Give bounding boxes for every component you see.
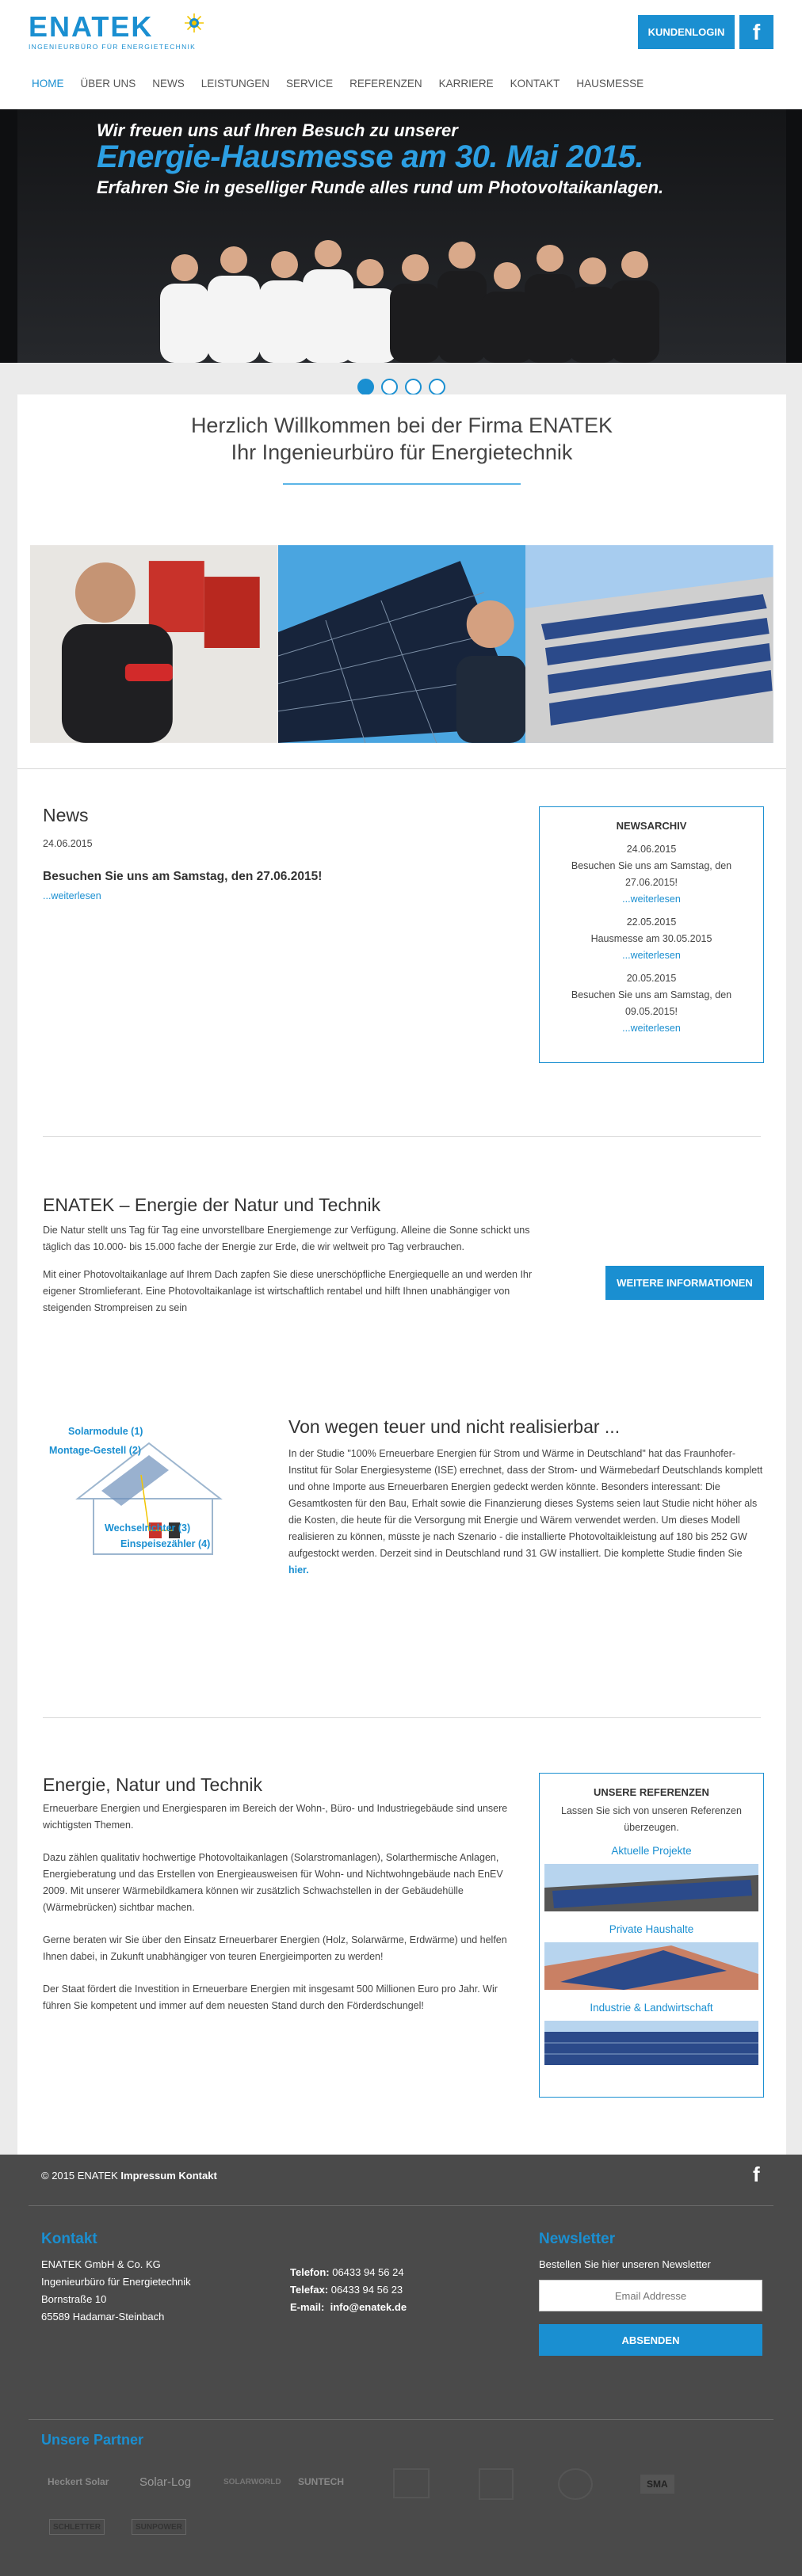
hero-slider[interactable] [0, 109, 802, 363]
news-section [43, 805, 322, 905]
image-panels [30, 545, 773, 743]
diagram-label: Solarmodule (1) [68, 1426, 143, 1437]
referenzen-intro: Lassen Sie sich von unseren Referenzen überzeugen. [561, 1805, 742, 1833]
fax: 06433 94 56 23 [330, 2284, 403, 2296]
main-content [17, 394, 786, 1364]
footer-contact [41, 2231, 191, 2326]
archive-item: 24.06.2015 Besuchen Sie uns am Samstag, den 27.06.2015! ...weiterlesen [571, 844, 732, 905]
main-content-lower [17, 1364, 786, 2155]
news-headline[interactable]: Besuchen Sie uns am Samstag, den 27.06.2015! [43, 870, 323, 883]
diagram-label: Montage-Gestell (2) [49, 1445, 141, 1456]
partner-logo[interactable]: SOLARWORLD [223, 2477, 281, 2486]
nav-kontakt[interactable]: KONTAKT [510, 78, 560, 90]
newsarchiv-box [539, 806, 764, 1063]
energy-section [43, 1195, 534, 1317]
site-header [0, 0, 802, 109]
footer-facebook-icon[interactable]: f [753, 2163, 760, 2186]
archive-item: 20.05.2015 Besuchen Sie uns am Samstag, den 09.05.2015! ...weiterlesen [571, 973, 732, 1034]
partner-logo[interactable]: Solar-Log [139, 2475, 192, 2489]
welcome-divider [283, 483, 521, 485]
ent-paragraph: Der Staat fördert die Investition in Erneuerbare Energien mit insgesamt 500 Millionen Euro pro Jahr. Wir führen Sie kompetent und immer auf dem neuesten Stand durch den Förderdschungel! [43, 1983, 498, 2011]
archive-item: 22.05.2015 Hausmesse am 30.05.2015 ...weiterlesen [590, 916, 712, 961]
ref-link-private-haushalte[interactable]: Private Haushalte [609, 1923, 694, 1935]
divider [43, 1136, 761, 1137]
costly-paragraph: In der Studie "100% Erneuerbare Energien für Strom und Wärme in Deutschland" hat das Fraunhofer-Institut für Solar Energiesysteme (ISE) errechnet, dass der Strom- und Wärmebedarf Deutschlands komplett und ohne Importe aus Erneuerbaren Energien gedeckt werden könnte. Besonders interessant: Die Gesamtkosten für den Bau, Erhalt sowie die Finanzierung dieses Systems seien laut Studie nicht höher als die Kosten, die heute für die Versorgung mit Energie und Wärem verwendet werden. Um dieses Modell realisieren zu können, müsste je nach Szenario - die installierte Photovoltaikleistung auf 180 bis 252 GW aufgestockt werden. Derzeit sind in Deutschland rund 31 GW installiert. Die komplette Studie finden Sie hier. [288, 1448, 763, 1576]
partner-logo[interactable]: SMA [640, 2475, 674, 2494]
ent-title: Energie, Natur und Technik [43, 1774, 263, 1795]
slider-dot[interactable] [357, 379, 374, 395]
ref-image-haushalte[interactable] [544, 1942, 758, 1990]
partner-logo[interactable] [558, 2468, 593, 2500]
partner-logo[interactable]: SUNTECH [298, 2476, 345, 2487]
newsletter [539, 2231, 762, 2356]
nav-ueber-uns[interactable]: ÜBER UNS [80, 78, 136, 90]
footer-bar [41, 2167, 217, 2185]
slider-dot[interactable] [429, 379, 445, 395]
slider-dot[interactable] [381, 379, 398, 395]
technician-photo [30, 545, 278, 743]
impressum-link[interactable]: Impressum [120, 2170, 176, 2182]
copyright: © 2015 ENATEK [41, 2170, 118, 2182]
footer-divider [29, 2419, 773, 2420]
news-date: 24.06.2015 [43, 838, 93, 849]
energy-paragraph: Mit einer Photovoltaikanlage auf Ihrem Dach zapfen Sie diese unerschöpfliche Energiequelle an und werden Ihr eigener Stromlieferant. Eine Photovoltaikanlage ist wirtschaftlich rentabel und hilft Ihnen unabhängiger von steigenden Strompreisen zu sein [43, 1269, 533, 1313]
ref-image-industrie[interactable] [544, 2021, 758, 2065]
partner-logo[interactable]: Heckert Solar [48, 2476, 109, 2487]
newsletter-email-input[interactable] [539, 2280, 762, 2311]
energy-paragraph: Die Natur stellt uns Tag für Tag eine unvorstellbare Energiemenge zur Verfügung. Alleine die Sonne schickt uns täglich das 10.000- bis 15.000 fache der Energie zur Erde, die wir weltweit pro Tag verbrauchen. [43, 1225, 530, 1252]
ref-image-projekte[interactable] [544, 1864, 758, 1911]
solar-roof-photo [525, 545, 773, 743]
divider [43, 1717, 761, 1718]
team-photo [152, 236, 675, 363]
newsarchiv-title: NEWSARCHIV [616, 820, 687, 832]
ref-link-industrie[interactable]: Industrie & Landwirtschaft [590, 2002, 713, 2014]
logo-wordmark: ENATEK [29, 10, 154, 43]
footer-divider [29, 2205, 773, 2206]
kontakt-link[interactable]: Kontakt [178, 2170, 217, 2182]
nav-news[interactable]: NEWS [152, 78, 185, 90]
nav-leistungen[interactable]: LEISTUNGEN [200, 78, 270, 90]
contact-title: Kontakt [41, 2231, 97, 2247]
ent-paragraph: Dazu zählen qualitativ hochwertige Photovoltaikanlagen (Solarstromanlagen), Solarthermische Anlagen, Energieberatung und das Erstellen von Energieausweisen für Wohn- und Nichtwohngebäude nach EnEV 2009. Mit unserer Wärmebildkamera können wir zusätzlich Schwachstellen in der Gebäudehülle (Wärmebrücken) sichtbar machen. [43, 1852, 503, 1913]
slider-dot[interactable] [405, 379, 422, 395]
nav-referenzen[interactable]: REFERENZEN [349, 78, 422, 90]
costly-section [288, 1416, 764, 1579]
energy-title: ENATEK – Energie der Natur und Technik [43, 1195, 381, 1215]
hero-line-1: Wir freuen uns auf Ihren Besuch zu unserer [97, 120, 458, 140]
nav-karriere[interactable]: KARRIERE [438, 78, 494, 90]
address-line: ENATEK GmbH & Co. KG [41, 2258, 161, 2270]
absenden-button[interactable]: ABSENDEN [539, 2324, 762, 2356]
newsletter-title: Newsletter [539, 2231, 616, 2247]
diagram-label: Wechselrichter (3) [105, 1522, 191, 1534]
main-nav [32, 78, 660, 90]
costly-title: Von wegen teuer und nicht realisierbar ... [288, 1416, 621, 1437]
site-footer [0, 2155, 802, 2576]
facebook-icon[interactable]: f [739, 15, 773, 49]
hero-line-3: Erfahren Sie in geselliger Runde alles rund um Photovoltaikanlagen. [97, 177, 664, 197]
nav-home[interactable]: HOME [32, 78, 64, 90]
ent-paragraph: Erneuerbare Energien und Energiesparen im Bereich der Wohn-, Büro- und Industriegebäude sind unsere wichtigsten Themen. [43, 1803, 508, 1831]
logo[interactable] [29, 11, 196, 51]
diagram-label: Einspeisezähler (4) [120, 1538, 211, 1549]
ref-link-aktuelle-projekte[interactable]: Aktuelle Projekte [611, 1845, 692, 1857]
address-line: 65589 Hadamar-Steinbach [41, 2311, 165, 2323]
nav-service[interactable]: SERVICE [286, 78, 334, 90]
partner-logo[interactable] [479, 2468, 514, 2500]
solar-panel-photo [278, 545, 526, 743]
weitere-informationen-button[interactable]: WEITERE INFORMATIONEN [605, 1266, 764, 1300]
study-link[interactable]: hier. [288, 1564, 309, 1576]
partner-logo[interactable]: SCHLETTER [49, 2519, 105, 2535]
hero-slide [17, 109, 786, 363]
ent-section [43, 1774, 526, 2014]
news-more-link[interactable]: ...weiterlesen [43, 890, 101, 901]
phone[interactable]: 06433 94 56 24 [332, 2266, 404, 2278]
logo-tagline: INGENIEURBÜRO FÜR ENERGIETECHNIK [29, 43, 197, 51]
partners-title: Unsere Partner [41, 2432, 144, 2448]
welcome-title: Herzlich Willkommen bei der Firma ENATEK Ihr Ingenieurbüro für Energietechnik [190, 413, 613, 464]
kundenlogin-button[interactable]: KUNDENLOGIN [638, 15, 735, 49]
address-line: Ingenieurbüro für Energietechnik [41, 2276, 191, 2288]
referenzen-box [539, 1773, 764, 2098]
ent-paragraph: Gerne beraten wir Sie über den Einsatz Erneuerbarer Energien (Holz, Solarwärme, Erdwärme) und helfen Ihnen dabei, in Zukunft unabhängiger von teuren Energieimporten zu werden! [43, 1934, 507, 1962]
hero-line-2: Energie-Hausmesse am 30. Mai 2015. [97, 139, 644, 174]
referenzen-title: UNSERE REFERENZEN [594, 1786, 709, 1798]
news-title: News [43, 805, 89, 825]
partner-logo[interactable] [393, 2468, 430, 2498]
address-line: Bornstraße 10 [41, 2293, 107, 2305]
footer-phone-block: Telefon: 06433 94 56 24 Telefax: 06433 94 56 23 E-mail: info@enatek.de [290, 2266, 407, 2313]
slider-pagination [0, 364, 802, 394]
sun-icon [184, 13, 204, 33]
email-link[interactable]: info@enatek.de [330, 2301, 407, 2313]
newsletter-text: Bestellen Sie hier unseren Newsletter [539, 2258, 711, 2270]
divider [17, 768, 786, 769]
nav-hausmesse[interactable]: HAUSMESSE [576, 78, 644, 90]
partner-logo[interactable]: SUNPOWER [132, 2519, 186, 2535]
